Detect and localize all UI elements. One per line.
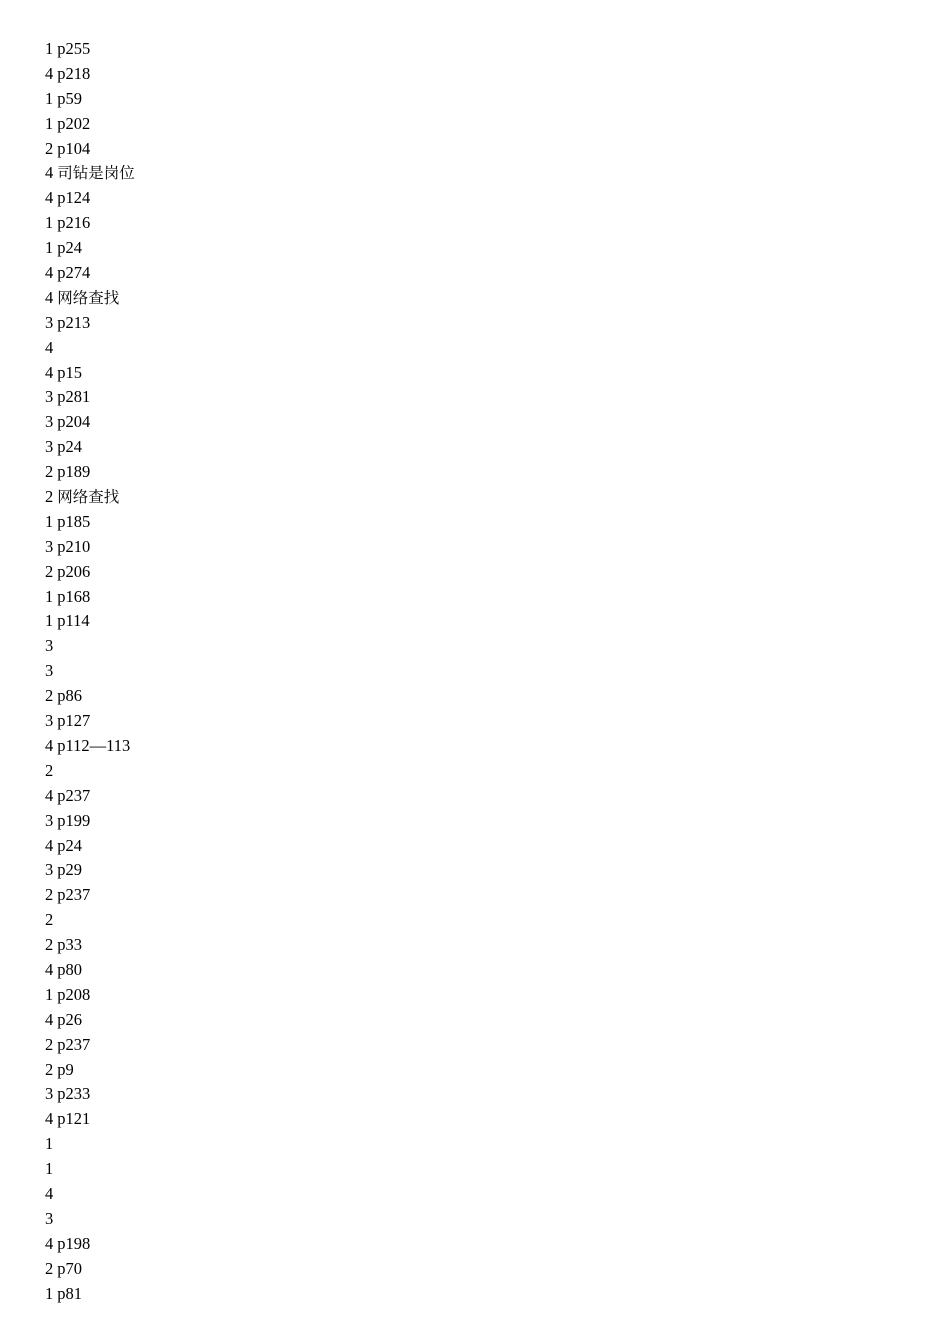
page-reference: p185: [57, 511, 91, 531]
page-reference: p112—113: [57, 735, 131, 755]
answer-number: 2: [45, 138, 54, 158]
answer-number: 3: [45, 661, 54, 681]
page-reference: p26: [57, 1009, 82, 1029]
answer-number: 2: [45, 686, 54, 706]
answer-number: 4: [45, 337, 54, 357]
page-reference: p198: [57, 1233, 91, 1253]
list-item: [45, 361, 135, 386]
answer-number: 2: [45, 462, 54, 482]
page-reference: p216: [57, 213, 91, 233]
list-item: [45, 908, 135, 933]
page-reference: p233: [57, 1084, 91, 1104]
list-item: [45, 834, 135, 859]
answer-number: 1: [45, 1134, 54, 1154]
answer-number: 4: [45, 1183, 54, 1203]
page-reference: p202: [57, 113, 91, 133]
answer-number: 2: [45, 885, 54, 905]
page-reference: p9: [57, 1059, 74, 1079]
page-reference: p15: [57, 362, 82, 382]
answer-number: 3: [45, 636, 54, 656]
list-item: [45, 784, 135, 809]
answer-number: 2: [45, 1258, 54, 1278]
answer-number: 4: [45, 785, 54, 805]
answer-number: 1: [45, 586, 54, 606]
list-item: [45, 410, 135, 435]
answer-number: 3: [45, 1084, 54, 1104]
answer-number: 3: [45, 412, 54, 432]
answer-number: 2: [45, 487, 54, 507]
answer-number: 1: [45, 1283, 54, 1303]
answer-number: 3: [45, 1208, 54, 1228]
answer-number: 1: [45, 213, 54, 233]
page-reference: p127: [57, 711, 91, 731]
list-item: [45, 1058, 135, 1083]
list-item: [45, 983, 135, 1008]
list-item: [45, 385, 135, 410]
list-item: [45, 311, 135, 336]
answer-number: 4: [45, 1109, 54, 1129]
answer-number: 4: [45, 835, 54, 855]
list-item: [45, 585, 135, 610]
answer-number: 2: [45, 910, 54, 930]
list-item: [45, 659, 135, 684]
list-item: [45, 236, 135, 261]
list-item: [45, 933, 135, 958]
page-reference: p29: [57, 860, 82, 880]
page-reference: p199: [57, 810, 91, 830]
page-reference: p80: [57, 959, 82, 979]
answer-number: 3: [45, 860, 54, 880]
answer-number: 3: [45, 437, 54, 457]
page-reference: p168: [57, 586, 91, 606]
list-item: [45, 286, 135, 311]
page-reference: p204: [57, 412, 91, 432]
list-item: [45, 261, 135, 286]
list-item: [45, 809, 135, 834]
answer-number: 3: [45, 711, 54, 731]
page-reference: p24: [57, 835, 82, 855]
page-reference: 网络查找: [57, 488, 120, 507]
answer-number: 4: [45, 1009, 54, 1029]
answer-number: 2: [45, 1034, 54, 1054]
list-item: [45, 1157, 135, 1182]
page-reference: p206: [57, 561, 91, 581]
page-reference: 网络查找: [57, 288, 120, 307]
list-item: [45, 186, 135, 211]
answer-number: 4: [45, 263, 54, 283]
list-item: [45, 1008, 135, 1033]
list-item: [45, 734, 135, 759]
answer-number: 1: [45, 511, 54, 531]
list-item: [45, 684, 135, 709]
answer-number: 4: [45, 188, 54, 208]
page-reference: p121: [57, 1109, 91, 1129]
page-reference: p210: [57, 536, 91, 556]
answer-number: 1: [45, 238, 54, 258]
answer-number: 4: [45, 163, 54, 183]
list-item: [45, 1033, 135, 1058]
list-item: [45, 211, 135, 236]
list-item: [45, 709, 135, 734]
answer-number: 3: [45, 312, 54, 332]
page-reference: p104: [57, 138, 91, 158]
list-item: [45, 1182, 135, 1207]
list-item: [45, 858, 135, 883]
list-item: [45, 634, 135, 659]
answer-number: 2: [45, 561, 54, 581]
answer-number: 4: [45, 287, 54, 307]
list-item: [45, 560, 135, 585]
list-item: [45, 1082, 135, 1107]
page-reference: p59: [57, 88, 82, 108]
page-reference: p237: [57, 785, 91, 805]
list-item: [45, 161, 135, 186]
page-reference: p208: [57, 984, 91, 1004]
list-item: [45, 535, 135, 560]
page-reference: p274: [57, 263, 91, 283]
page-reference: p86: [57, 686, 82, 706]
answer-number: 3: [45, 387, 54, 407]
page-reference: p255: [57, 39, 91, 58]
list-item: [45, 510, 135, 535]
list-item: [45, 37, 135, 62]
page-reference: p237: [57, 1034, 91, 1054]
page-reference: p213: [57, 312, 91, 332]
page-reference: p81: [57, 1283, 82, 1303]
list-item: [45, 460, 135, 485]
answer-list: [45, 37, 135, 1306]
answer-number: 2: [45, 935, 54, 955]
page-reference: p218: [57, 63, 91, 83]
answer-number: 1: [45, 984, 54, 1004]
list-item: [45, 1232, 135, 1257]
answer-number: 1: [45, 611, 54, 631]
list-item: [45, 485, 135, 510]
answer-number: 4: [45, 362, 54, 382]
answer-number: 3: [45, 536, 54, 556]
list-item: [45, 1257, 135, 1282]
answer-number: 2: [45, 1059, 54, 1079]
answer-number: 1: [45, 88, 54, 108]
page-reference: p33: [57, 935, 82, 955]
answer-number: 1: [45, 113, 54, 133]
answer-number: 1: [45, 1159, 54, 1179]
page-reference: p124: [57, 188, 91, 208]
list-item: [45, 112, 135, 137]
answer-number: 4: [45, 735, 54, 755]
list-item: [45, 958, 135, 983]
page-reference: p24: [57, 238, 82, 258]
answer-number: 4: [45, 1233, 54, 1253]
answer-number: 4: [45, 959, 54, 979]
answer-number: 3: [45, 810, 54, 830]
list-item: [45, 336, 135, 361]
page-reference: p237: [57, 885, 91, 905]
list-item: [45, 1207, 135, 1232]
list-item: [45, 759, 135, 784]
list-item: [45, 62, 135, 87]
answer-number: 2: [45, 760, 54, 780]
list-item: [45, 435, 135, 460]
list-item: [45, 609, 135, 634]
list-item: [45, 87, 135, 112]
page-reference: p70: [57, 1258, 82, 1278]
page-reference: p281: [57, 387, 91, 407]
list-item: [45, 1107, 135, 1132]
list-item: [45, 137, 135, 162]
answer-number: 1: [45, 39, 54, 58]
page-reference: p24: [57, 437, 82, 457]
page-reference: p189: [57, 462, 91, 482]
page-reference: 司钻是岗位: [57, 164, 135, 183]
page-reference: p114: [57, 611, 90, 631]
answer-number: 4: [45, 63, 54, 83]
list-item: [45, 1132, 135, 1157]
list-item: [45, 883, 135, 908]
list-item: [45, 1282, 135, 1307]
